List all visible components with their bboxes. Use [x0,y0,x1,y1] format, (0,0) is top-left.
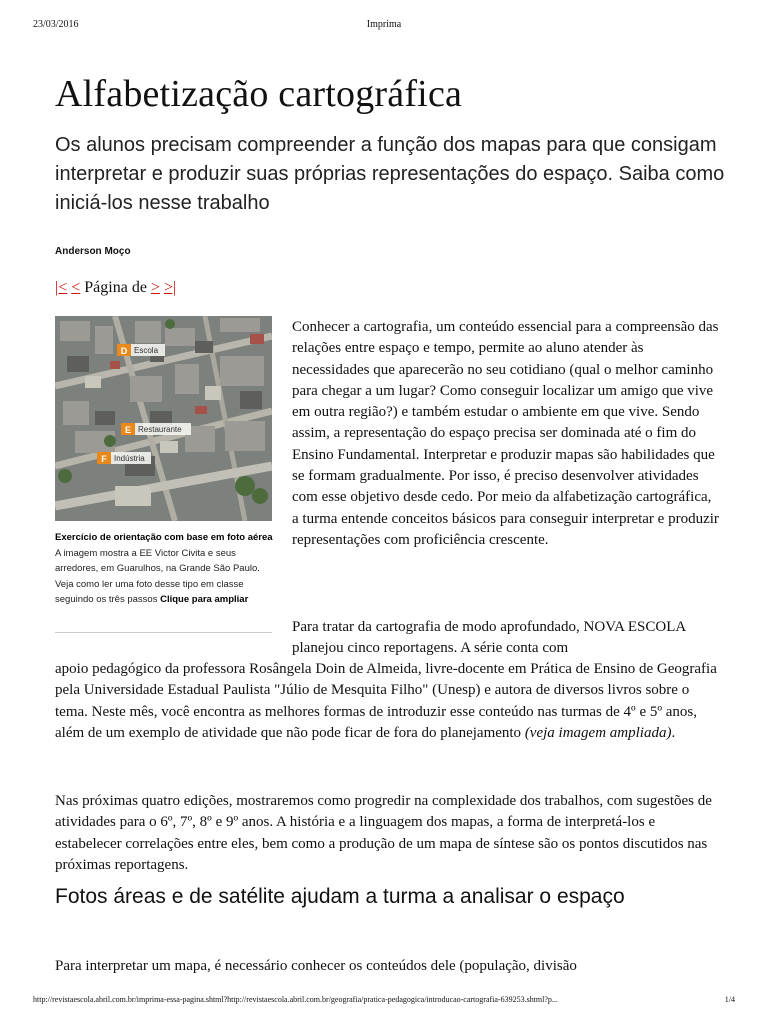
label-d-letter: D [120,346,128,356]
section-heading: Fotos áreas e de satélite ajudam a turma a analisar o espaço [55,885,625,908]
paragraph-map-interpretation: Para interpretar um mapa, é necessário conhecer os conteúdos dele (população, divisão [55,958,577,974]
caption-text: A imagem mostra a EE Victor Civita e seus arredores, em Guarulhos, na Grande São Paulo. Veja como ler uma foto desse tipo em classe seguindo os três passos [55,547,260,605]
pagination [55,279,176,297]
paragraph-series [55,659,721,744]
label-f-letter: F [101,454,107,464]
paragraph-series-end: . [671,724,676,741]
paragraph-series-start: Para tratar da cartografia de modo aprofundado, NOVA ESCOLA planejou cinco reportagens. A série conta com [292,619,686,657]
next-page-link[interactable]: > [150,279,160,296]
see-enlarged-image-note: (veja imagem ampliada) [524,724,672,741]
aerial-photo-image [55,316,272,521]
caption-title: Exercício de orientação com base em foto aérea [55,532,273,543]
last-page-link[interactable]: >| [163,279,177,296]
print-date: 23/03/2016 [33,19,79,30]
label-d-text: Escola [134,346,159,355]
article-author: Anderson Moço [55,246,131,257]
aerial-photo[interactable] [55,316,272,521]
label-e-letter: E [124,425,132,435]
caption-divider [55,632,272,633]
label-e-text: Restaurante [138,425,182,434]
enlarge-link[interactable]: Clique para ampliar [160,594,249,605]
page-label: Página de [84,279,147,296]
photo-caption [55,530,273,608]
paragraph-next-editions: Nas próximas quatro edições, mostraremos como progredir na complexidade dos trabalhos, com sugestões de atividades para o 6º, 7º, 8º e 9º anos. A história e a linguagem dos mapas, a forma de interpretá-los e estabelecer correlações entre eles, bem como a produção de um mapa de síntese são os pontos discutidos nas próximas reportagens. [55,793,712,873]
footer-page-number: 1/4 [724,995,735,1004]
paragraph-intro: Conhecer a cartografia, um conteúdo essencial para a compreensão das relações entre espaço e tempo, permite ao aluno atender às necessidades que aparecerão no seu cotidiano (qual o melhor caminho para chegar a um lugar? Como conseguir localizar um amigo que vive em outra região?) e também estudar o ambiente em que vive. Sendo assim, a representação do espaço precisa ser dominada até o fim do Ensino Fundamental. Interpretar e produzir mapas são habilidades que se formam gradualmente. Por isso, é preciso desenvolver atividades com esse objetivo desde cedo. Por meio da alfabetização cartográfica, a turma entende conceitos básicos para conseguir interpretar e produzir representações com proficiência crescente. [292,319,719,548]
prev-page-link[interactable]: < [71,279,81,296]
article-title: Alfabetização cartográfica [55,73,463,115]
first-page-link[interactable]: |< [55,279,68,296]
paragraph-series-text: apoio pedagógico da professora Rosângela Doin de Almeida, livre-docente em Prática de Ensino de Geografia pela Universidade Estadual Paulista "Júlio de Mesquita Filho" (Unesp) e autora de diversos livros sobre o tema. Neste mês, você encontra as melhores formas de introduzir esse conteúdo nas turmas de 4º e 5º anos, além de um exemplo de atividade que não pode ficar de fora do planejamento [55,661,717,741]
footer-url: http://revistaescola.abril.com.br/imprima-essa-pagina.shtml?http://revistaescola.abril.com.br/geografia/pratica-pedagogica/introducao-cartografia-639253.shtml?p... [33,995,558,1004]
article-subtitle: Os alunos precisam compreender a função dos mapas para que consigam interpretar e produzir suas próprias representações do espaço. Saiba como iniciá-los nesse trabalho [55,134,725,214]
label-f-text: Indústria [114,454,145,463]
print-header-title: Imprima [366,19,402,30]
